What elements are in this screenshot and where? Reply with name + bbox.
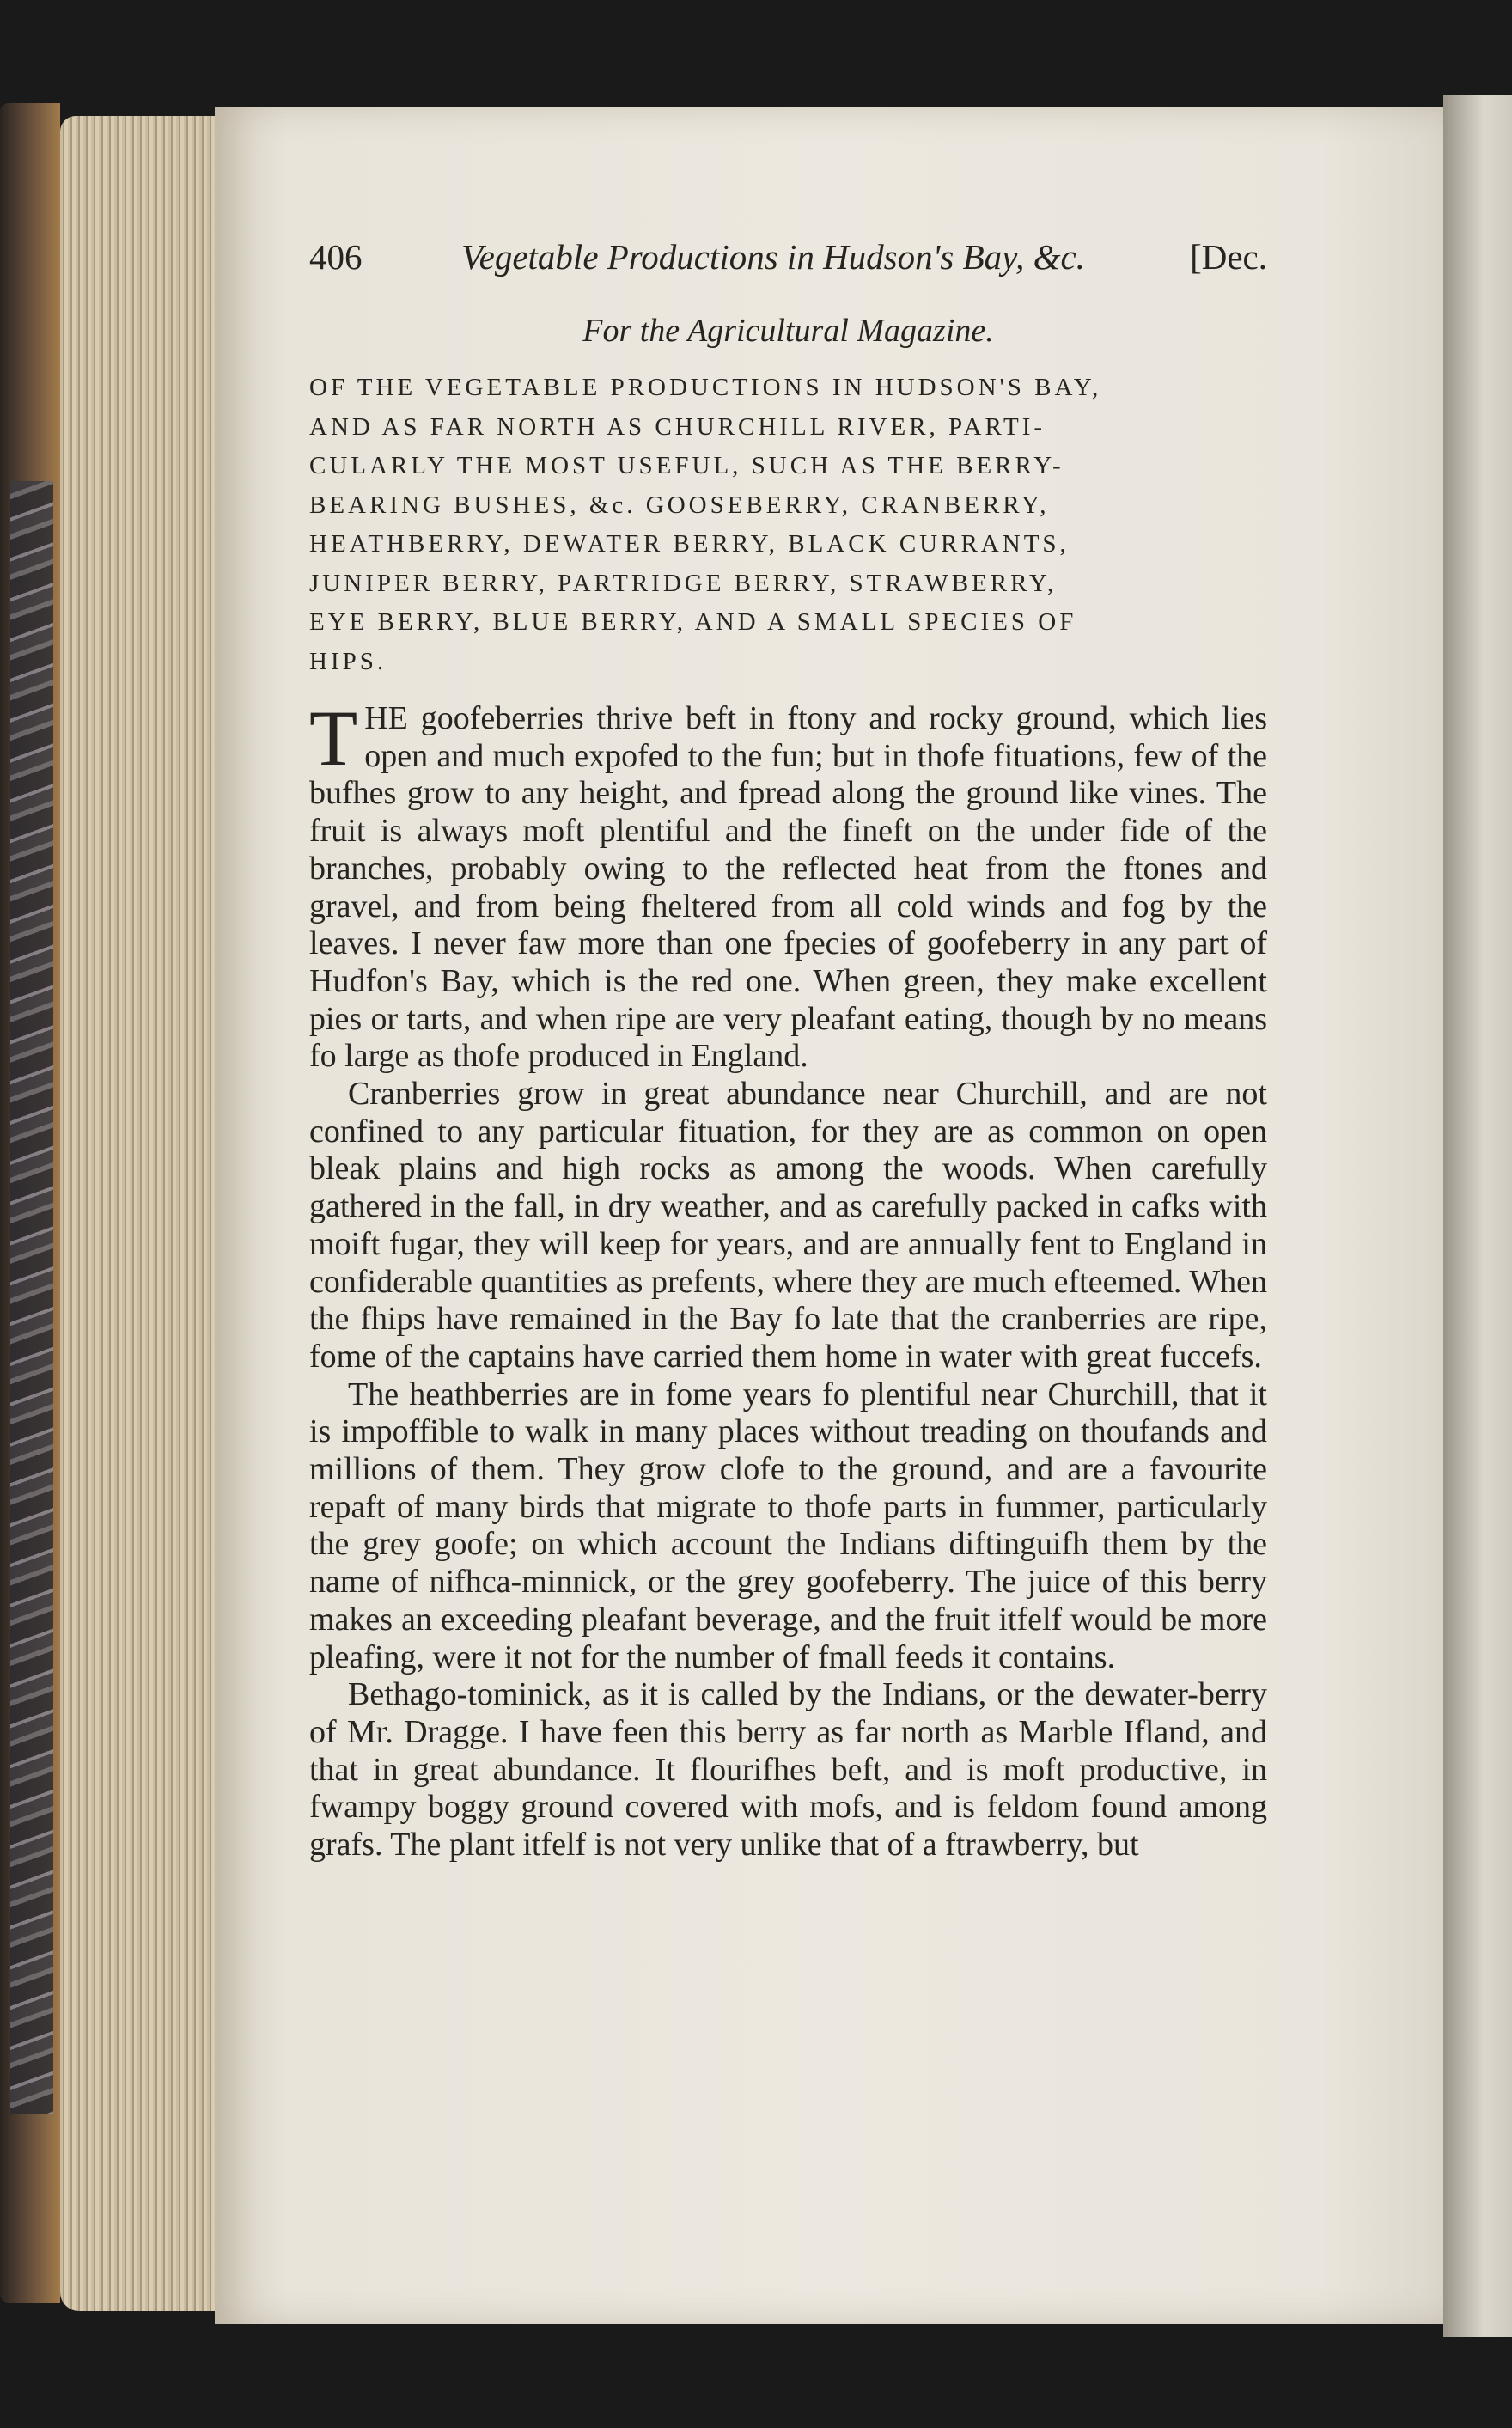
drop-cap: T — [309, 694, 358, 782]
page-content — [309, 236, 1267, 1864]
running-head — [309, 236, 1267, 288]
source-line: For the Agricultural Magazine. — [582, 313, 994, 349]
page-edges — [60, 116, 219, 2311]
article-body — [309, 694, 1267, 1864]
paragraph-gooseberries — [309, 694, 1267, 1076]
title-line: HEATHBERRY, DEWATER BERRY, BLACK CURRANTS, — [309, 530, 1070, 558]
marbled-cover — [10, 481, 53, 2114]
title-line: OF THE VEGETABLE PRODUCTIONS IN HUDSON'S BAY, — [309, 374, 1102, 401]
title-line: CULARLY THE MOST USEFUL, SUCH AS THE BERRY- — [309, 452, 1064, 479]
paragraph-heathberries: The heathberries are in fome years fo plentiful near Churchill, that it is impoffible to walk in many places without treading on thoufands and millions of them. They grow clofe to the ground, and are a favourite repaft of many birds that migrate to thofe parts in fummer, particularly the grey goofe; on which account the Indians diftinguifh them by the name of nifhca-minnick, or the grey goofeberry. The juice of this berry makes an exceeding pleafant beverage, and the fruit itfelf would be more pleafing, were it not for the number of fmall feeds it contains. — [309, 1376, 1267, 1675]
running-title: Vegetable Productions in Hudson's Bay, &c. — [461, 237, 1085, 277]
paragraph-cranberries: Cranberries grow in great abundance near Churchill, and are not confined to any particular fituation, for they are as common on open bleak plains and high rocks as among the woods. When carefully gathered in the fall, in dry weather, and as carefully packed in cafks with moift fugar, they will keep for years, and are annually fent to England in confiderable quantities as prefents, where they are much efteemed. When the fhips have remained in the Bay fo late that the cranberries are ripe, fome of the captains have carried them home in water with great fuccefs. — [309, 1076, 1267, 1375]
paragraph-dewater-berry: Bethago-tominick, as it is called by the Indians, or the dewater-berry of Mr. Dragge. I have feen this berry as far north as Marble Ifland, and that in great abundance. It flourifhes beft, and is moft productive, in fwampy boggy ground covered with mofs, and is feldom found among grafs. The plant itfelf is not very unlike that of a ftrawberry, but — [309, 1676, 1267, 1864]
facing-page-edge — [1443, 95, 1512, 2337]
title-line: JUNIPER BERRY, PARTRIDGE BERRY, STRAWBERRY, — [309, 569, 1058, 597]
title-line: HIPS. — [309, 647, 387, 675]
running-month: [Dec. — [1190, 237, 1267, 277]
title-line: EYE BERRY, BLUE BERRY, AND A SMALL SPECIES OF — [309, 608, 1077, 636]
paragraph-text: HE goofeberries thrive beft in ftony and rocky ground, which lies open and much expofed to the fun; but in thofe fituations, few of the bufhes grow to any height, and fpread along the ground like vines. The fruit is always moft plentiful and the fineft on the under fide of the branches, probably owing to the reflected heat from the ftones and gravel, and from being fheltered from all cold winds and fog by the leaves. I never faw more than one fpecies of goofeberry in any part of Hudfon's Bay, which is the red one. When green, they make excellent pies or tarts, and when ripe are very pleafant eating, though by no means fo large as thofe produced in England. — [309, 700, 1267, 1075]
page-number: 406 — [309, 237, 363, 277]
title-line: BEARING BUSHES, &c. GOOSEBERRY, CRANBERRY, — [309, 491, 1050, 519]
title-line: AND AS FAR NORTH AS CHURCHILL RIVER, PARTI- — [309, 412, 1046, 441]
article-title — [309, 369, 1267, 681]
